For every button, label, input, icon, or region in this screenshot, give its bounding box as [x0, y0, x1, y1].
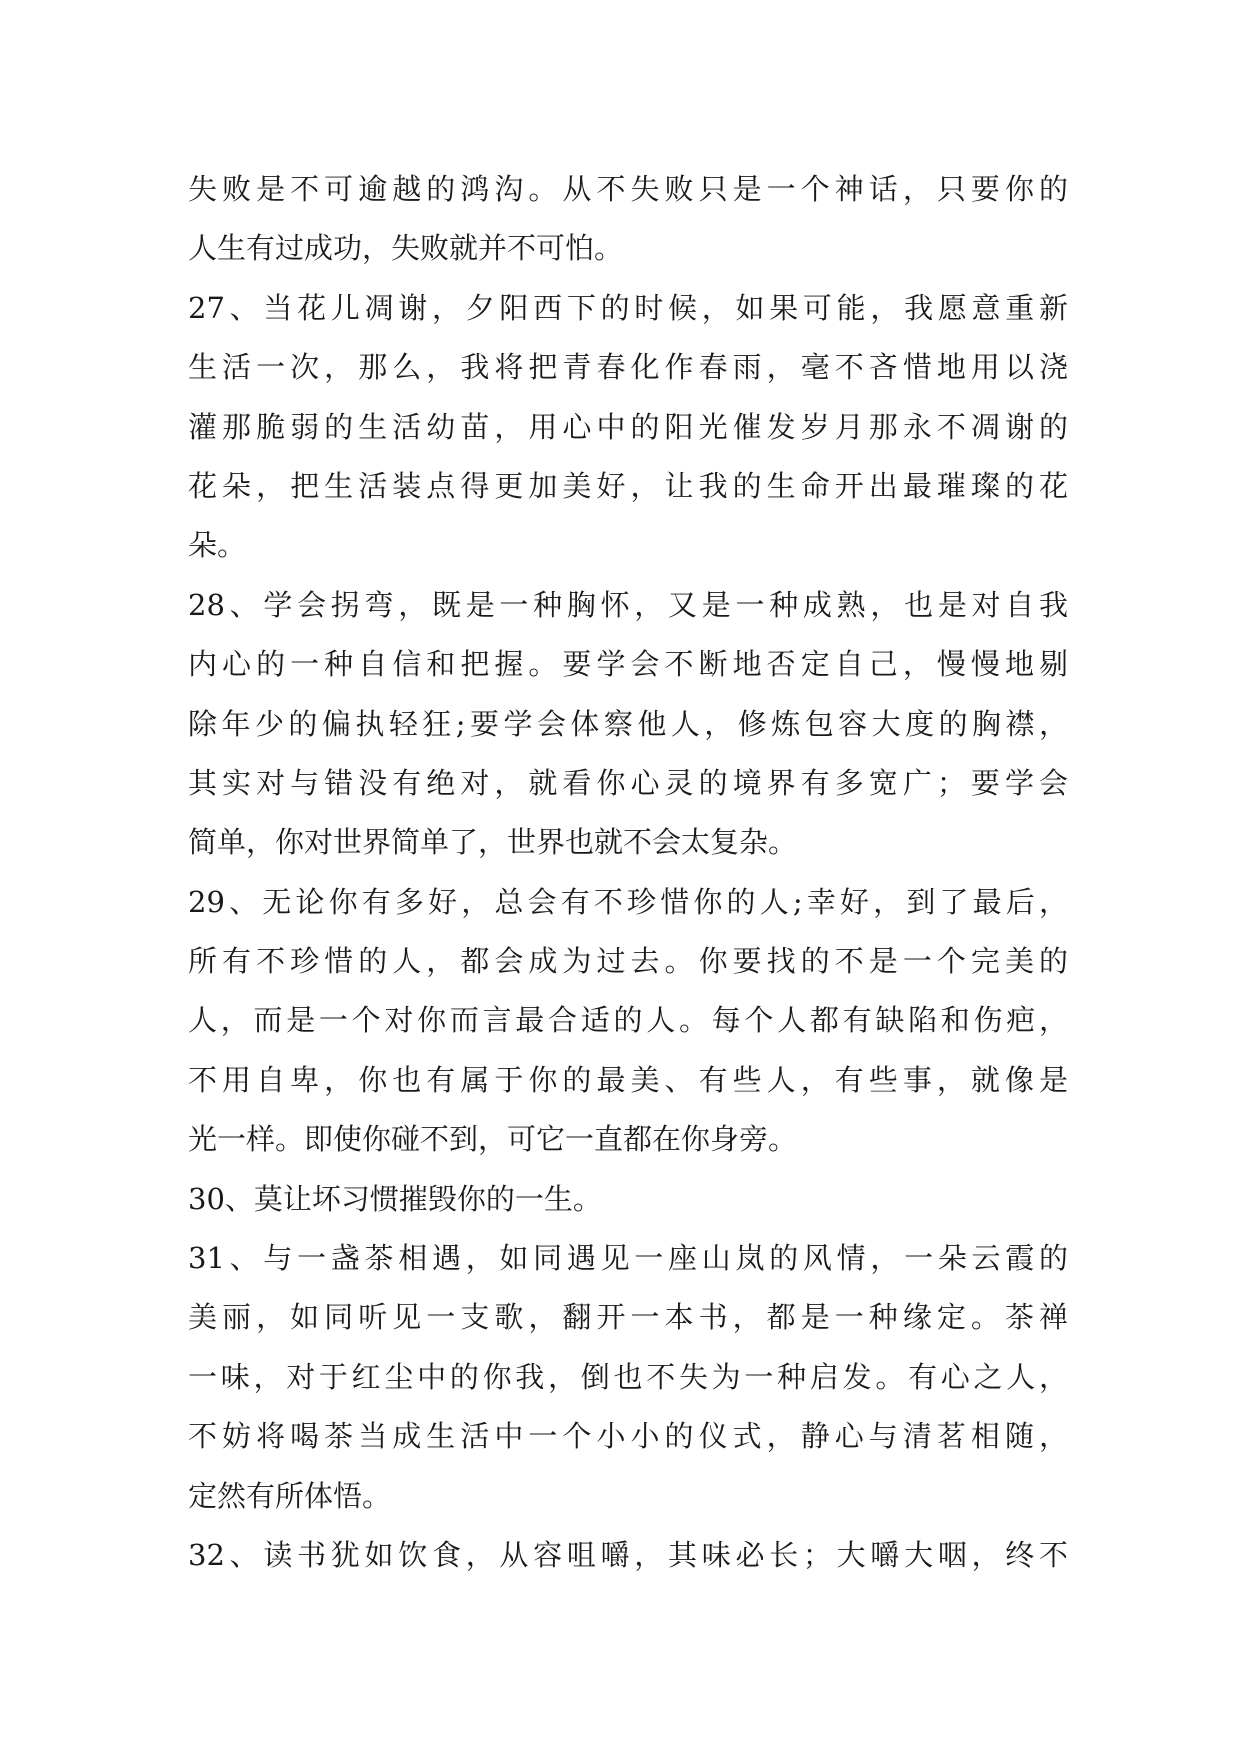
text-line: 花朵，把生活装点得更加美好，让我的生命开出最璀璨的花 [188, 468, 1068, 503]
text-line: 生活一次，那么，我将把青春化作春雨，毫不吝惜地用以浇 [188, 350, 1068, 385]
text-line: 28、学会拐弯，既是一种胸怀，又是一种成熟，也是对自我 [188, 587, 1068, 622]
text-line: 一味，对于红尘中的你我，倒也不失为一种启发。有心之人， [188, 1359, 1068, 1394]
text-line: 光一样。即使你碰不到，可它一直都在你身旁。 [188, 1122, 798, 1157]
text-line: 27、当花儿凋谢，夕阳西下的时候，如果可能，我愿意重新 [188, 290, 1068, 325]
text-line: 美丽，如同听见一支歌，翻开一本书，都是一种缘定。茶禅 [188, 1300, 1068, 1335]
text-line: 人，而是一个对你而言最合适的人。每个人都有缺陷和伤疤， [188, 1003, 1068, 1038]
text-line: 30、莫让坏习惯摧毁你的一生。 [188, 1181, 602, 1216]
text-line: 定然有所体悟。 [188, 1478, 392, 1513]
text-line: 内心的一种自信和把握。要学会不断地否定自己，慢慢地剔 [188, 647, 1068, 682]
text-line: 失败是不可逾越的鸿沟。从不失败只是一个神话，只要你的 [188, 172, 1068, 206]
text-line: 不妨将喝茶当成生活中一个小小的仪式，静心与清茗相随， [188, 1419, 1068, 1454]
document-body [188, 160, 1068, 1585]
text-line: 不用自卑，你也有属于你的最美、有些人，有些事，就像是 [188, 1062, 1068, 1097]
text-line: 32、读书犹如饮食，从容咀嚼，其味必长；大嚼大咽，终不 [188, 1537, 1068, 1572]
text-line: 所有不珍惜的人，都会成为过去。你要找的不是一个完美的 [188, 944, 1068, 979]
text-line: 灌那脆弱的生活幼苗，用心中的阳光催发岁月那永不凋谢的 [188, 409, 1068, 444]
text-line: 简单，你对世界简单了，世界也就不会太复杂。 [188, 825, 798, 860]
text-line: 朵。 [188, 528, 247, 563]
text-line: 其实对与错没有绝对，就看你心灵的境界有多宽广；要学会 [188, 765, 1068, 800]
text-line: 除年少的偏执轻狂;要学会体察他人，修炼包容大度的胸襟， [188, 706, 1068, 741]
text-line: 人生有过成功，失败就并不可怕。 [188, 231, 624, 266]
text-line: 31、与一盏茶相遇，如同遇见一座山岚的风情，一朵云霞的 [188, 1241, 1068, 1276]
text-line: 29、无论你有多好，总会有不珍惜你的人;幸好，到了最后， [188, 884, 1068, 919]
